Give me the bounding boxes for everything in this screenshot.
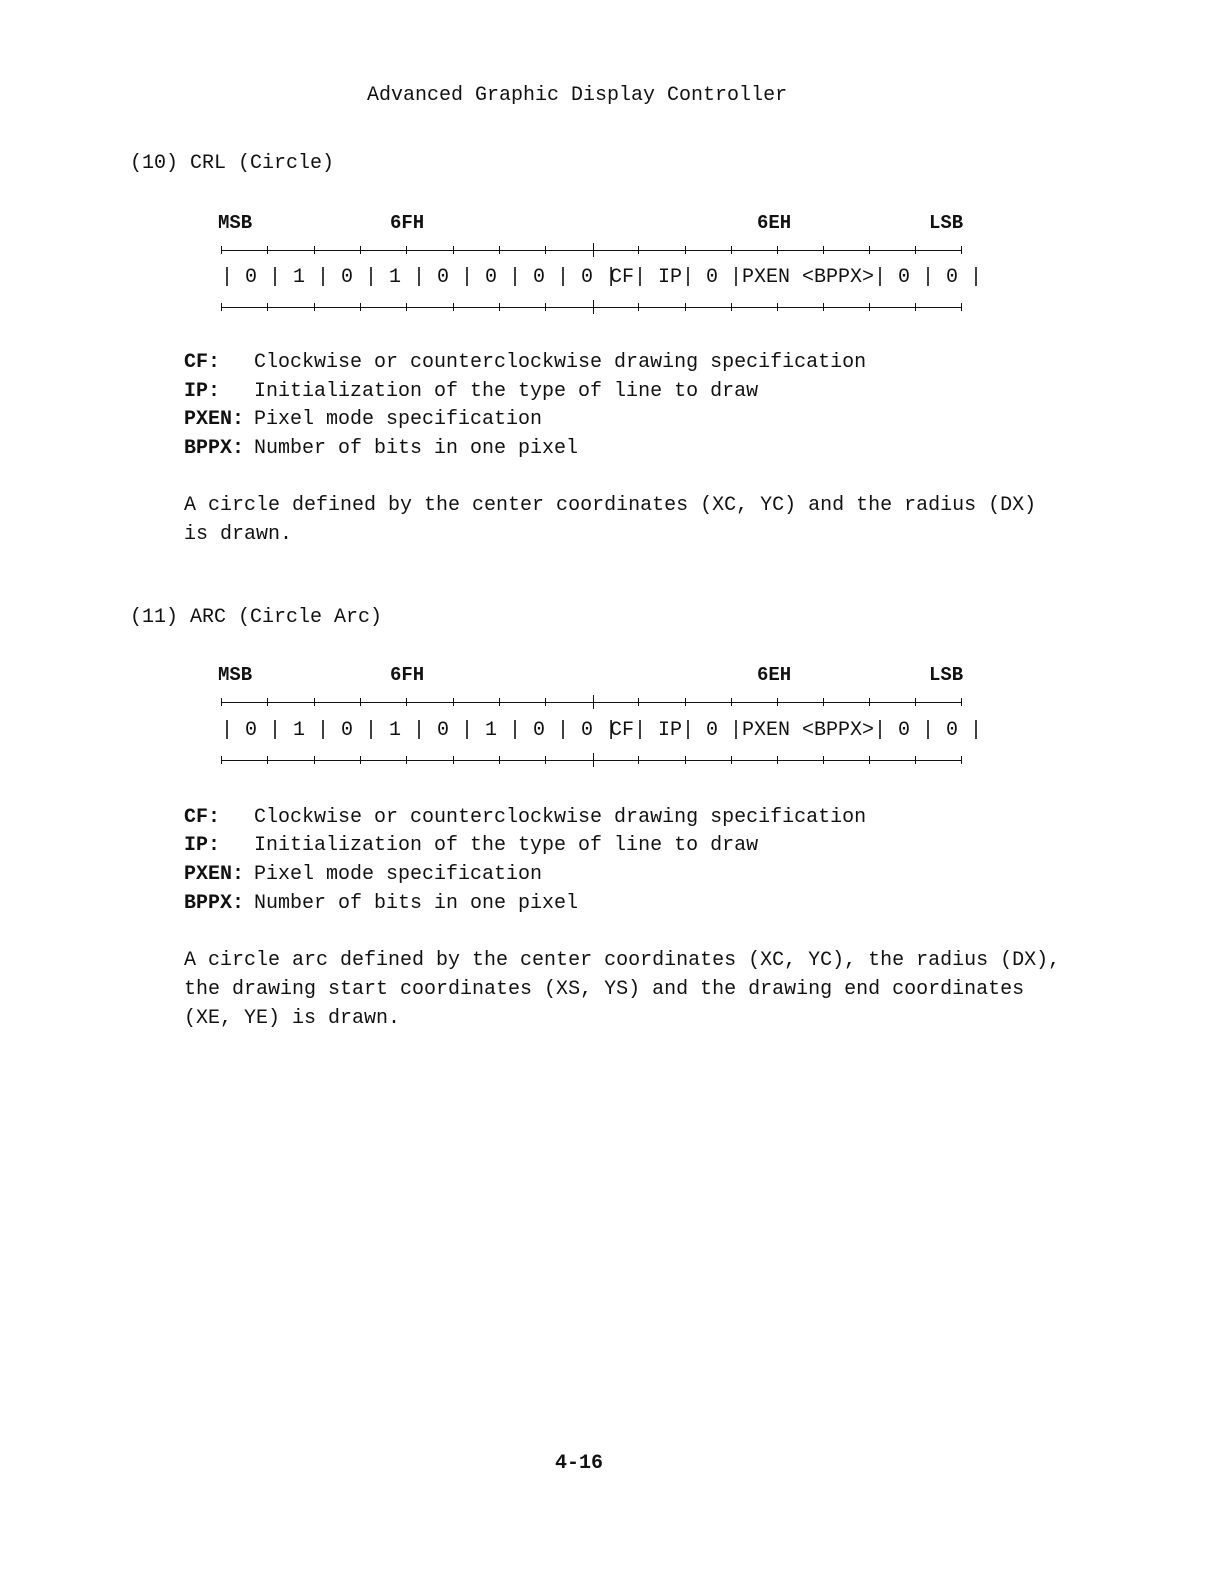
register-tick (360, 698, 361, 706)
register-tick (267, 246, 268, 254)
register-tick (869, 698, 870, 706)
term: BPPX: (184, 437, 245, 460)
register-tick (221, 246, 222, 254)
register-tick (499, 246, 500, 254)
register-tick (593, 303, 594, 311)
running-header: Advanced Graphic Display Controller (367, 84, 788, 107)
definition-ip (184, 380, 758, 404)
register-tick (453, 756, 454, 764)
register-tick (777, 698, 778, 706)
register-tick (545, 246, 546, 254)
register-tick (221, 303, 222, 311)
register-tick (593, 246, 594, 254)
register-tick (314, 698, 315, 706)
high-byte-address: 6FH (390, 212, 425, 234)
description: Number of bits in one pixel (254, 892, 579, 915)
register-tick (314, 303, 315, 311)
register-tick (638, 246, 639, 254)
register-tick (545, 303, 546, 311)
register-tick (267, 698, 268, 706)
register-tick (961, 756, 962, 764)
low-byte-bits: CF| IP| 0 |PXEN <BPPX>| 0 | 0 | (598, 719, 983, 742)
high-byte-bits: | 0 | 1 | 0 | 1 | 0 | 0 | 0 | 0 | (221, 266, 618, 289)
register-tick (314, 756, 315, 764)
register-tick (499, 756, 500, 764)
term: PXEN: (184, 863, 245, 886)
description: Number of bits in one pixel (254, 437, 579, 460)
term: CF: (184, 806, 221, 829)
register-tick (731, 756, 732, 764)
definition-ip (184, 834, 758, 858)
definition-bppx (184, 437, 578, 461)
description-paragraph-crl: A circle defined by the center coordinates (XC, YC) and the radius (DX) is drawn. (184, 494, 1037, 546)
register-tick (499, 698, 500, 706)
register-tick (961, 698, 962, 706)
register-tick (406, 246, 407, 254)
register-tick (731, 303, 732, 311)
term: IP: (184, 834, 221, 857)
definition-cf (184, 351, 866, 375)
register-tick (406, 698, 407, 706)
register-tick (453, 698, 454, 706)
register-tick (593, 698, 594, 706)
register-tick (638, 756, 639, 764)
section-title-crl: (10) CRL (Circle) (130, 152, 335, 175)
definition-pxen (184, 408, 542, 432)
register-tick (360, 303, 361, 311)
msb-label: MSB (218, 664, 253, 686)
term: BPPX: (184, 892, 245, 915)
register-tick (823, 303, 824, 311)
register-tick (221, 756, 222, 764)
description-paragraph-arc: A circle arc defined by the center coordinates (XC, YC), the radius (DX), the drawing start coordinates (XS, YS) and the drawing end coordinates (XE, YE) is drawn. (184, 949, 1061, 1030)
register-tick (314, 246, 315, 254)
term: IP: (184, 380, 221, 403)
register-tick (685, 756, 686, 764)
register-tick (360, 246, 361, 254)
register-tick (453, 246, 454, 254)
register-tick (961, 246, 962, 254)
register-tick (638, 303, 639, 311)
register-tick (545, 698, 546, 706)
register-tick (731, 246, 732, 254)
register-tick (777, 246, 778, 254)
register-tick (823, 756, 824, 764)
register-tick (638, 698, 639, 706)
register-tick (777, 303, 778, 311)
register-tick (685, 246, 686, 254)
register-bottom-border (221, 760, 962, 761)
definition-cf (184, 806, 866, 830)
register-tick (915, 303, 916, 311)
register-tick (267, 756, 268, 764)
high-byte-address: 6FH (390, 664, 425, 686)
high-byte-bits: | 0 | 1 | 0 | 1 | 0 | 1 | 0 | 0 | (221, 719, 618, 742)
register-tick (360, 756, 361, 764)
register-tick (221, 698, 222, 706)
description: Initialization of the type of line to draw (254, 834, 759, 857)
description: Clockwise or counterclockwise drawing specification (254, 351, 867, 374)
register-tick (869, 246, 870, 254)
register-tick (869, 756, 870, 764)
description: Pixel mode specification (254, 863, 543, 886)
register-tick (823, 246, 824, 254)
description: Pixel mode specification (254, 408, 543, 431)
register-top-border (221, 250, 962, 251)
register-tick (961, 303, 962, 311)
register-tick (731, 698, 732, 706)
low-byte-address: 6EH (757, 212, 792, 234)
register-tick (777, 756, 778, 764)
register-tick (267, 303, 268, 311)
register-tick (869, 303, 870, 311)
msb-label: MSB (218, 212, 253, 234)
register-tick (915, 756, 916, 764)
definition-pxen (184, 863, 542, 887)
low-byte-bits: CF| IP| 0 |PXEN <BPPX>| 0 | 0 | (598, 266, 983, 289)
term: PXEN: (184, 408, 245, 431)
register-top-border (221, 702, 962, 703)
register-tick (406, 303, 407, 311)
register-tick (915, 246, 916, 254)
register-bottom-border (221, 307, 962, 308)
register-tick (685, 698, 686, 706)
register-tick (593, 756, 594, 764)
lsb-label: LSB (929, 664, 964, 686)
register-tick (545, 756, 546, 764)
page-number: 4-16 (555, 1452, 604, 1475)
register-tick (453, 303, 454, 311)
register-tick (915, 698, 916, 706)
register-tick (499, 303, 500, 311)
low-byte-address: 6EH (757, 664, 792, 686)
term: CF: (184, 351, 221, 374)
description: Clockwise or counterclockwise drawing specification (254, 806, 867, 829)
definition-bppx (184, 892, 578, 916)
description: Initialization of the type of line to draw (254, 380, 759, 403)
register-tick (823, 698, 824, 706)
register-tick (685, 303, 686, 311)
lsb-label: LSB (929, 212, 964, 234)
register-tick (406, 756, 407, 764)
section-title-arc: (11) ARC (Circle Arc) (130, 606, 383, 629)
